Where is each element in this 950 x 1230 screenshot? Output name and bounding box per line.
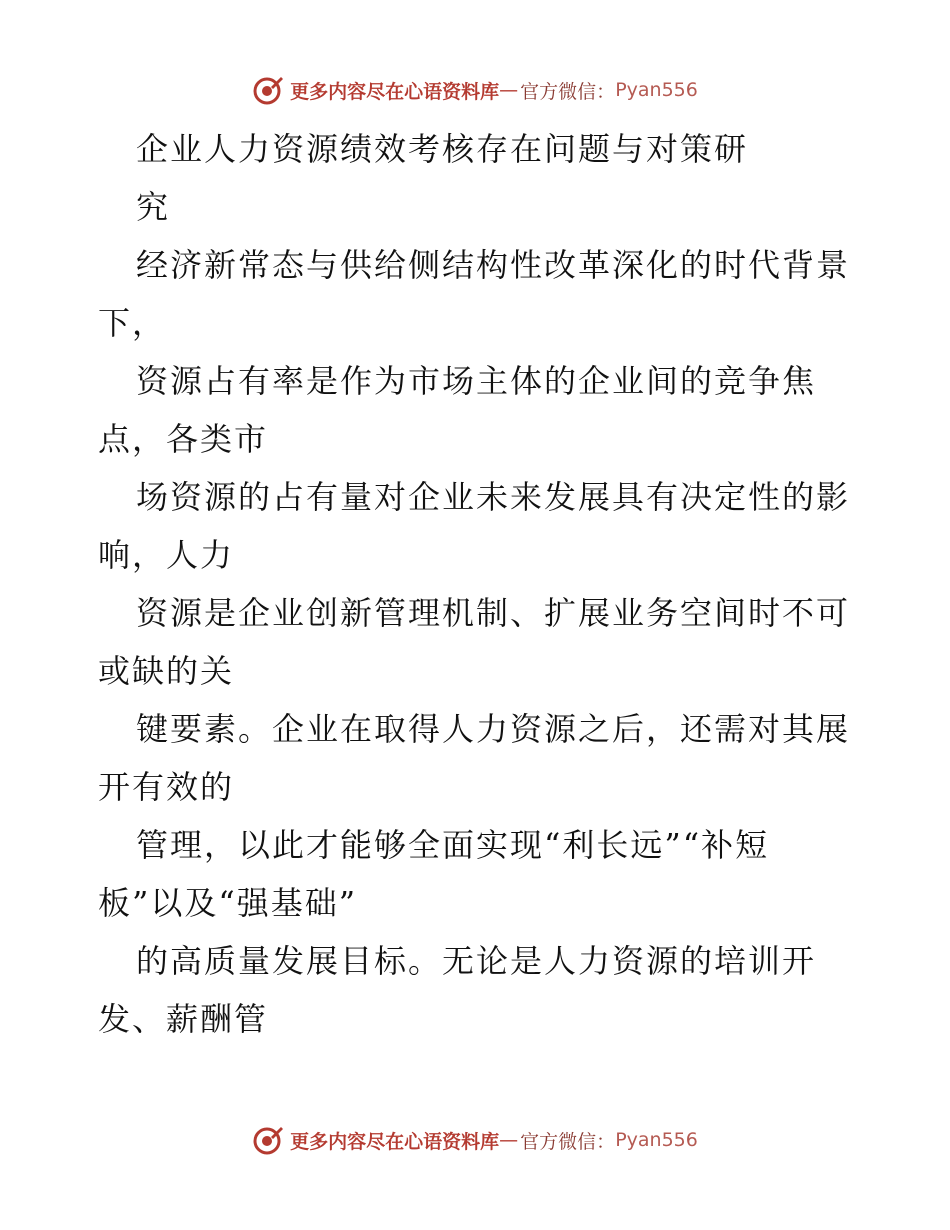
text-line: 管理，以此才能够全面实现“利长远”“补短 xyxy=(136,826,770,864)
text-line: 经济新常态与供给侧结构性改革深化的时代背景 xyxy=(136,246,851,284)
watermark-wechat-id: Pyan556 xyxy=(615,79,698,101)
watermark-dash: — xyxy=(499,1129,519,1151)
text-line: 板”以及“强基础” xyxy=(98,884,358,922)
text-line: 的高质量发展目标。无论是人力资源的培训开 xyxy=(136,942,817,980)
watermark-title: 更多内容尽在心语资料库 xyxy=(290,1130,500,1153)
watermark-title: 更多内容尽在心语资料库 xyxy=(290,80,500,103)
pen-logo-icon xyxy=(252,74,284,106)
text-line: 场资源的占有量对企业未来发展具有决定性的影 xyxy=(136,478,851,516)
watermark-dash: — xyxy=(499,79,519,101)
text-line: 下， xyxy=(98,304,167,342)
watermark-wechat-label: 官方微信： xyxy=(520,1130,616,1153)
header-watermark xyxy=(0,70,950,110)
text-line: 资源占有率是作为市场主体的企业间的竞争焦 xyxy=(136,362,817,400)
text-line: 发、薪酬管 xyxy=(98,1000,269,1038)
text-line: 点，各类市 xyxy=(98,420,269,458)
text-line: 开有效的 xyxy=(98,768,235,806)
text-line: 资源是企业创新管理机制、扩展业务空间时不可 xyxy=(136,594,851,632)
text-line: 键要素。企业在取得人力资源之后，还需对其展 xyxy=(136,710,851,748)
text-line: 响，人力 xyxy=(98,536,235,574)
text-line: 或缺的关 xyxy=(98,652,235,690)
watermark-wechat-label: 官方微信： xyxy=(520,80,616,103)
footer-watermark xyxy=(0,1120,950,1160)
pen-logo-icon xyxy=(252,1124,284,1156)
text-line: 究 xyxy=(136,188,171,226)
watermark-wechat-id: Pyan556 xyxy=(615,1129,698,1151)
text-line: 企业人力资源绩效考核存在问题与对策研 xyxy=(136,130,749,168)
document-body xyxy=(98,120,858,1048)
